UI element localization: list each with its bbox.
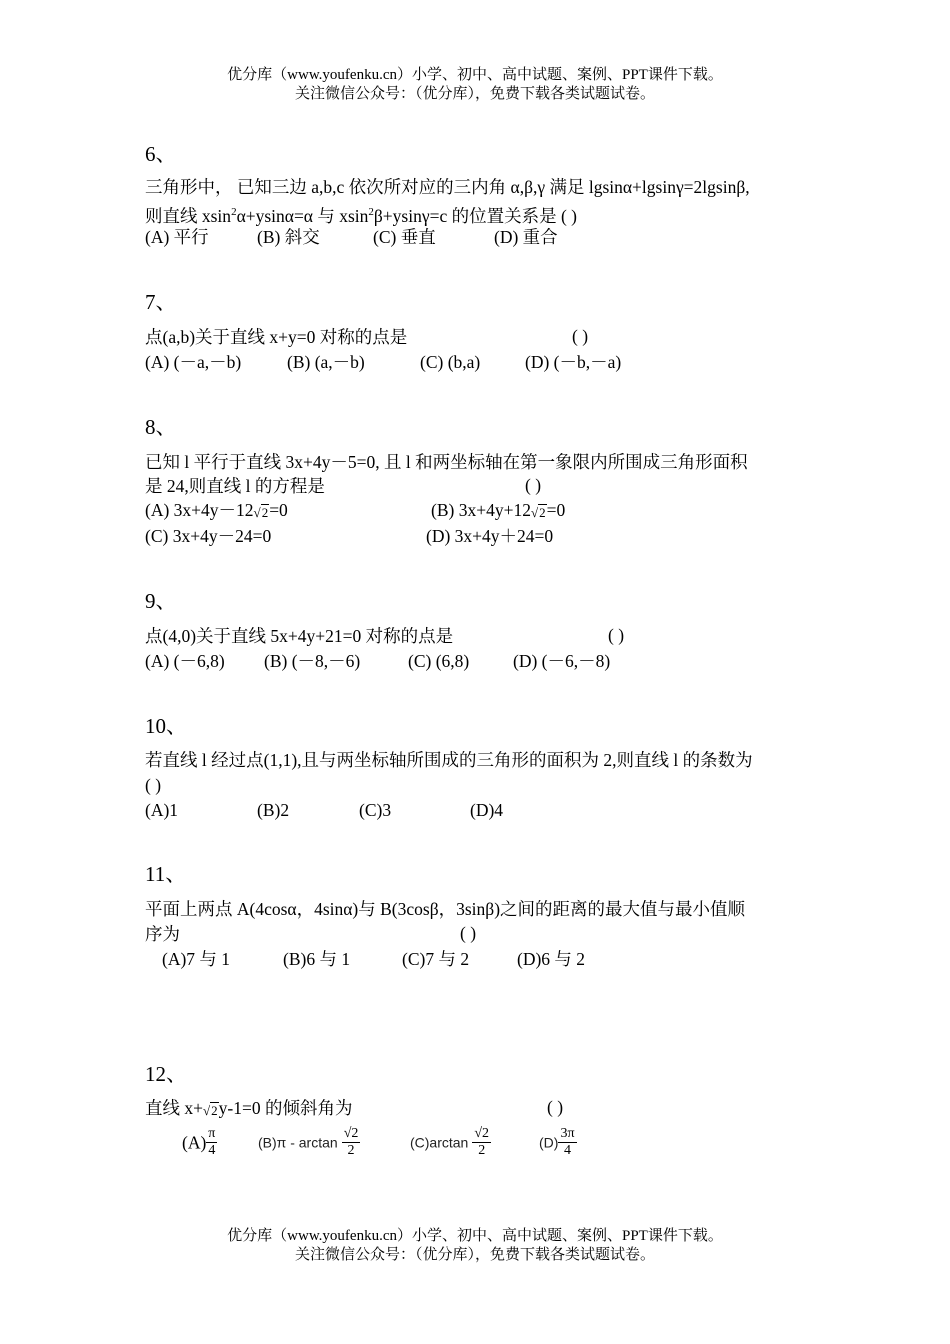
question-7-answer-blank: ( ) [572,326,589,346]
q12-stem-post: y-1=0 的倾斜角为 [218,1098,353,1118]
q11-option-a: (A)7 与 1 [162,949,231,969]
q8-option-a-text: (A) 3x+4y－12 [145,500,254,520]
question-9-stem: 点(4,0)关于直线 5x+4y+21=0 对称的点是 [145,626,454,646]
question-9-number: 9、 [145,589,177,613]
radical-sign: √ [253,505,261,520]
question-8-line-2: 是 24,则直线 l 的方程是 [145,476,325,496]
radicand: 2 [261,505,269,520]
numerator: √2 [343,1126,359,1141]
q12-option-b [258,1126,360,1159]
denominator: 2 [347,1143,355,1158]
q11-option-b: (B)6 与 1 [283,949,351,969]
question-8-number: 8、 [145,415,177,439]
footer-line-2: 关注微信公众号：（优分库），免费下载各类试题试卷。 [294,1247,655,1263]
radicand: 2 [539,505,546,520]
question-6-line-2 [145,201,577,227]
q9-option-a: (A) (－6,8) [145,651,225,671]
q12-option-c-fraction [472,1126,491,1159]
q11-option-d: (D)6 与 2 [517,949,586,969]
q9-option-b: (B) (－8,－6) [264,651,361,671]
q10-option-a: (A)1 [145,800,179,820]
q12-option-a [182,1126,217,1159]
question-10-line-1: 若直线 l 经过点(1,1),且与两坐标轴所围成的三角形的面积为 2,则直线 l 的条数为 [145,750,753,770]
q8-option-b [431,499,565,523]
numerator: √2 [474,1126,490,1141]
q12-stem-sqrt [203,1100,219,1122]
question-12-answer-blank: ( ) [547,1097,564,1117]
q12-option-a-fraction [206,1126,217,1159]
q6-text-a: 则直线 xsin [145,205,232,226]
header-line-2: 关注微信公众号：（优分库），免费下载各类试题试卷。 [294,86,655,102]
q9-option-c: (C) (6,8) [408,651,470,671]
question-11-line-2: 序为 [145,924,180,944]
q7-option-c: (C) (b,a) [420,352,481,372]
q7-option-d: (D) (－b,－a) [525,352,622,372]
radical-sign: √ [530,505,539,520]
q7-option-a: (A) (－a,－b) [145,352,242,372]
q6-option-b: (B) 斜交 [257,227,320,247]
radical-sign: √ [203,1103,211,1118]
q12-option-a-label: (A) [182,1132,207,1153]
numerator: π [208,1126,216,1141]
q12-option-d [539,1126,577,1159]
question-11-answer-blank: ( ) [460,923,477,943]
q6-text-b: α+ysinα=α 与 xsin [236,205,369,226]
q6-option-a: (A) 平行 [145,227,209,247]
q8-option-b-tail: =0 [546,500,566,520]
q10-option-c: (C)3 [359,800,392,820]
question-8-line-1: 已知 l 平行于直线 3x+4y－5=0, 且 l 和两坐标轴在第一象限内所围成三角形面积 [145,452,748,472]
question-12-number: 12、 [145,1062,187,1086]
q10-option-b: (B)2 [257,800,290,820]
question-6-number: 6、 [145,142,177,166]
q12-option-c [410,1126,491,1159]
page-header [0,66,950,104]
q6-sup-1: 2 [231,206,237,218]
q11-option-c: (C)7 与 2 [402,949,470,969]
q12-option-b-fraction [342,1126,361,1159]
q8-option-b-sqrt [531,502,547,524]
numerator: 3π [560,1126,575,1141]
q6-sup-2: 2 [368,206,374,218]
q7-option-b: (B) (a,－b) [287,352,365,372]
denominator: 2 [478,1143,486,1158]
q8-option-a-tail: =0 [269,500,288,520]
footer-line-1: 优分库（www.youfenku.cn）小学、初中、高中试题、案例、PPT课件下载。 [227,1228,723,1244]
question-11-line-1: 平面上两点 A(4cosα，4sinα)与 B(3cosβ，3sinβ)之间的距离的最大值与最小值顺 [145,899,746,919]
question-6-line-1: 三角形中， 已知三边 a,b,c 依次所对应的三内角 α,β,γ 满足 lgsinα+lgsinγ=2lgsinβ, [145,177,750,197]
radicand: 2 [211,1103,218,1118]
q12-option-c-label: (C)arctan [410,1134,469,1151]
question-7-stem: 点(a,b)关于直线 x+y=0 对称的点是 [145,327,408,347]
q12-option-b-label: (B)π - arctan [258,1134,338,1151]
question-9-answer-blank: ( ) [608,625,625,645]
question-7-number: 7、 [145,290,177,314]
q8-option-a [145,499,288,523]
denominator: 4 [208,1143,216,1158]
header-line-1: 优分库（www.youfenku.cn）小学、初中、高中试题、案例、PPT课件下载。 [227,67,723,83]
question-12-stem [145,1097,352,1121]
q12-option-d-fraction [558,1126,576,1159]
q8-option-b-text: (B) 3x+4y+12 [431,500,531,520]
q12-option-d-label: (D) [539,1134,559,1151]
q8-option-c: (C) 3x+4y－24=0 [145,526,272,546]
q9-option-d: (D) (－6,－8) [513,651,611,671]
q8-option-d: (D) 3x+4y＋24=0 [426,526,554,546]
question-8-answer-blank: ( ) [525,475,542,495]
question-10-line-2: ( ) [145,775,162,795]
q6-option-c: (C) 垂直 [373,227,436,247]
q10-option-d: (D)4 [470,800,504,820]
question-10-number: 10、 [145,714,187,738]
q6-text-c: β+ysinγ=c 的位置关系是 ( ) [373,205,578,226]
q8-option-a-sqrt [254,502,270,524]
q6-option-d: (D) 重合 [494,227,558,247]
q12-stem-pre: 直线 x+ [145,1098,203,1118]
question-11-number: 11、 [145,862,187,886]
denominator: 4 [563,1143,571,1158]
page-footer [0,1227,950,1265]
